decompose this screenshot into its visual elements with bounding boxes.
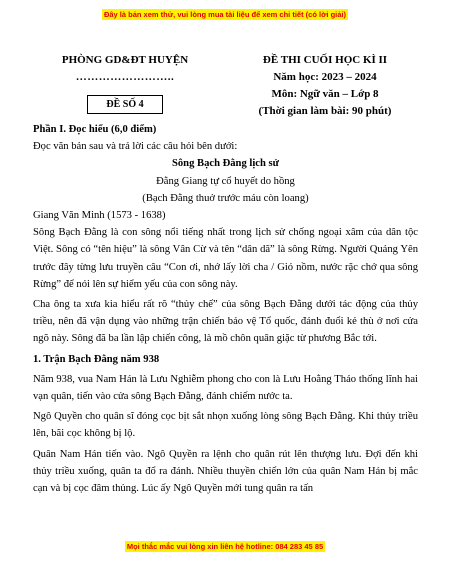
preview-banner — [0, 4, 450, 17]
hotline-text: Mọi thắc mắc vui lòng xin liên hệ hotline: 084 283 45 85 — [126, 542, 324, 551]
subheading: 1. Trận Bạch Đằng năm 938 — [33, 353, 160, 365]
paragraph-3: Năm 938, vua Nam Hán là Lưu Nghiễm phong cho con là Lưu Hoằng Tháo thống lĩnh hai vạn quân, tiến vào cửa sông Bạch Đằng, đánh chiếm nước ta. — [33, 373, 418, 403]
school-year: Năm học: 2023 – 2024 — [273, 71, 377, 83]
exam-code-badge: ĐỀ SỐ 4 — [87, 95, 162, 114]
header-left — [60, 52, 190, 114]
district-placeholder: …………………….. — [75, 71, 175, 83]
poem-line-2: (Bạch Đằng thuở trước máu còn loang) — [142, 192, 309, 204]
instruction: Đọc văn bản sau và trả lời các câu hỏi bên dưới: — [33, 141, 238, 153]
paragraph-5: Quân Nam Hán tiến vào. Ngô Quyền ra lệnh cho quân rút lên thượng lưu. Đợi đến khi thủy triều xuống, quân ta đổ ra đánh. Nhiều thuyền chiến lớn của quân Nam Hán bị mắc cạn và bị cọc đâm thủng. Lúc ấy Ngô Quyền mới tung quân ra tấn — [33, 448, 418, 495]
exam-body — [33, 121, 418, 497]
time-limit: (Thời gian làm bài: 90 phút) — [258, 105, 392, 117]
header-right — [230, 52, 420, 120]
poem-line-1: Đằng Giang tự cổ huyết do hồng — [156, 175, 295, 187]
preview-banner-text: Đây là bản xem thử, vui lòng mua tài liệu để xem chi tiết (có lời giải) — [103, 10, 347, 19]
text-title: Sông Bạch Đằng lịch sử — [171, 158, 280, 170]
exam-title: ĐỀ THI CUỐI HỌC KÌ II — [262, 54, 388, 66]
paragraph-2: Cha ông ta xưa kia hiểu rất rõ “thủy chế” của sông Bạch Đằng dưới tác động của thủy triều, nên đã vận dụng vào những trận chiến bảo vệ Tổ quốc, đánh đuổi kẻ thù ở nơi cửa ngõ này. Sông đã ba lần lập chiến công, là mồ chôn quân giặc từ phương Bắc tới. — [33, 299, 418, 345]
paragraph-1: Sông Bạch Đằng là con sông nổi tiếng nhất trong lịch sử chống ngoại xâm của dân tộc Việt. Sông có “tên hiệu” là sông Vân Cừ và tên “dân dã” là sông Rừng. Người Quảng Yên trước đây từng lưu truyền câu “Con ơi, nhớ lấy lời cha / Gió nồm, nước rặc chớ qua sông Rừng” để nói lên sự hiểm yếu của con sông này. — [33, 227, 418, 290]
section-title: Phần I. Đọc hiểu (6,0 điểm) — [33, 124, 157, 135]
author-line: Giang Văn Minh (1573 - 1638) — [33, 210, 166, 222]
subject-line: Môn: Ngữ văn – Lớp 8 — [271, 88, 379, 100]
department-name: PHÒNG GD&ĐT HUYỆN — [61, 54, 189, 66]
hotline-footer — [0, 536, 450, 554]
paragraph-4: Ngô Quyền cho quân sĩ đóng cọc bịt sắt nhọn xuống lòng sông Bạch Đằng. Khi thủy triều lên, bãi cọc không bị lộ. — [33, 411, 418, 440]
